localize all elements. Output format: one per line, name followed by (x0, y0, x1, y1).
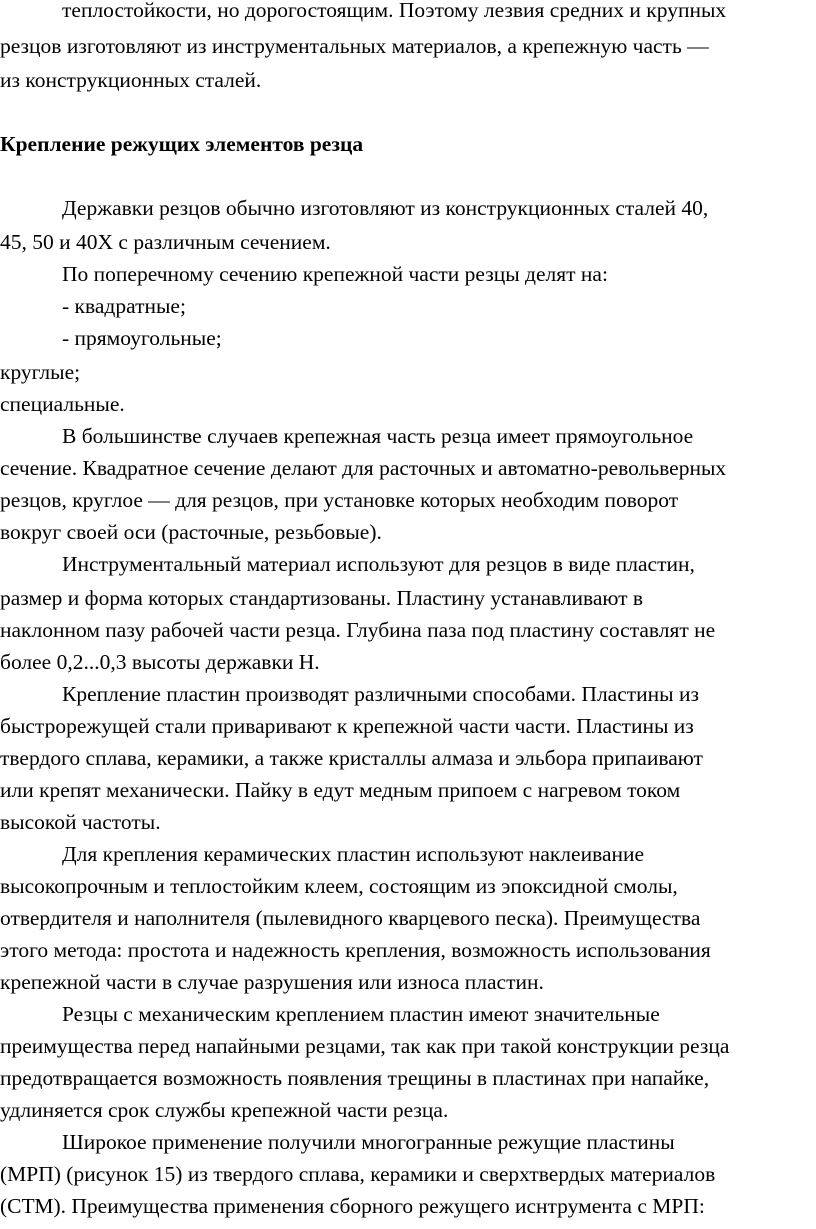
text-line: крепежной части в случае разрушения или износа пластин. (0, 970, 544, 994)
text-line: преимущества перед напайными резцами, так как при такой конструкции резца (0, 1034, 730, 1058)
text-line: высокой частоты. (0, 810, 161, 834)
text-line: Крепление пластин производят различными способами. Пластины из (62, 682, 699, 706)
text-line: 45, 50 и 40Х с различным сечением. (0, 230, 331, 254)
text-line: предотвращается возможность появления трещины в пластинах при напайке, (0, 1066, 710, 1090)
text-line: из конструкционных сталей. (0, 68, 262, 92)
text-line: Инструментальный материал используют для резцов в виде пластин, (62, 552, 695, 576)
text-line: наклонном пазу рабочей части резца. Глубина паза под пластину составлят не (0, 618, 716, 642)
text-line: Широкое применение получили многогранные режущие пластины (62, 1130, 675, 1154)
text-line: резцов, круглое — для резцов, при установке которых необходим поворот (0, 488, 679, 512)
text-line: (МРП) (рисунок 15) из твердого сплава, керамики и сверхтвердых материалов (0, 1162, 716, 1186)
list-item: - квадратные; (62, 294, 186, 318)
text-line: резцов изготовляют из инструментальных материалов, а крепежную часть — (0, 34, 709, 58)
text-line: или крепят механически. Пайку в едут медным припоем с нагревом током (0, 778, 681, 802)
text-line: теплостойкости, но дорогостоящим. Поэтому лезвия средних и крупных (62, 0, 727, 22)
text-line: более 0,2...0,3 высоты державки Н. (0, 650, 320, 674)
text-line: сечение. Квадратное сечение делают для расточных и автоматно-револьверных (0, 456, 727, 480)
text-line: вокруг своей оси (расточные, резьбовые). (0, 520, 382, 544)
text-line: По поперечному сечению крепежной части резцы делят на: (62, 262, 608, 286)
text-line: удлиняется срок службы крепежной части резца. (0, 1098, 449, 1122)
list-item: - прямоугольные; (62, 326, 222, 350)
text-line: быстрорежущей стали приваривают к крепежной части части. Пластины из (0, 714, 694, 738)
text-line: высокопрочным и теплостойким клеем, состоящим из эпоксидной смолы, (0, 874, 678, 898)
section-heading: Крепление режущих элементов резца (0, 132, 364, 156)
list-item: круглые; (0, 360, 81, 384)
text-line: (СТМ). Преимущества применения сборного режущего иснтрумента с МРП: (0, 1194, 705, 1218)
text-line: отвердителя и наполнителя (пылевидного кварцевого песка). Преимущества (0, 906, 701, 930)
text-line: Резцы с механическим креплением пластин имеют значительные (62, 1002, 660, 1026)
list-item: специальные. (0, 392, 125, 416)
text-line: размер и форма которых стандартизованы. Пластину устанавливают в (0, 586, 644, 610)
text-line: твердого сплава, керамики, а также кристаллы алмаза и эльбора припаивают (0, 746, 703, 770)
text-line: Державки резцов обычно изготовляют из конструкционных сталей 40, (62, 196, 709, 220)
text-line: В большинстве случаев крепежная часть резца имеет прямоугольное (62, 424, 694, 448)
text-line: этого метода: простота и надежность крепления, возможность использования (0, 938, 711, 962)
text-line: Для крепления керамических пластин используют наклеивание (62, 842, 645, 866)
